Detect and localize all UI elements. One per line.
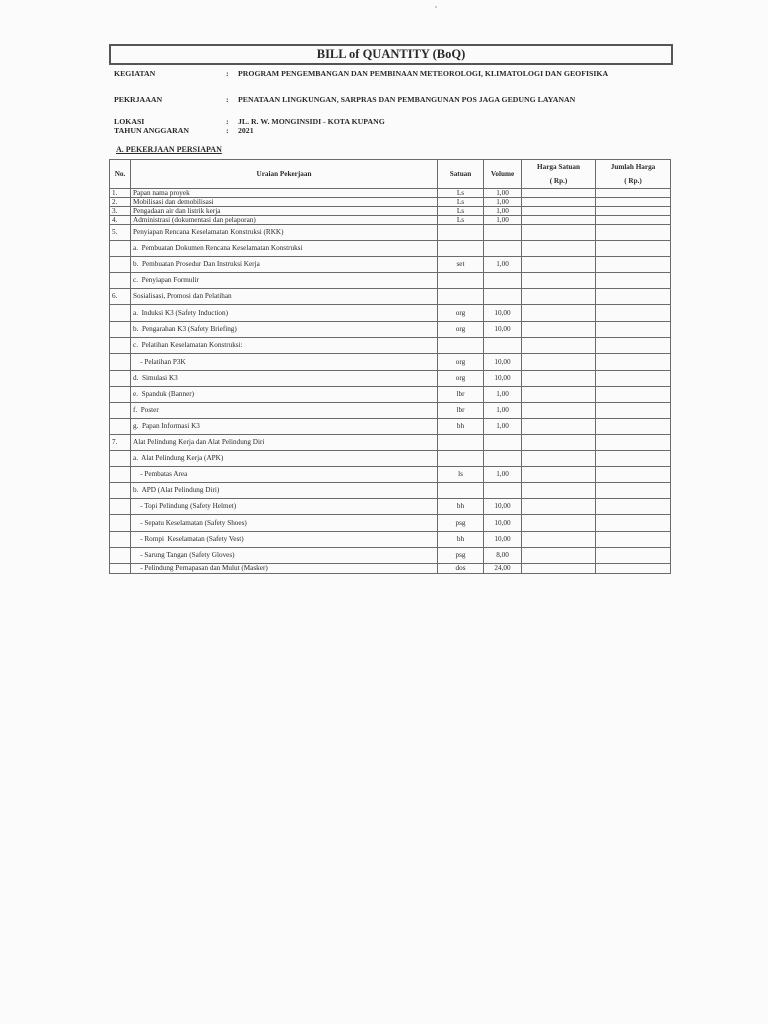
row-harga-satuan — [522, 371, 596, 387]
row-no — [110, 419, 131, 435]
table-row — [110, 273, 671, 289]
table-row — [110, 548, 671, 564]
row-no — [110, 257, 131, 273]
row-description: d. Simulasi K3 — [131, 371, 438, 387]
row-unit: set — [438, 257, 484, 273]
row-volume: 1,00 — [484, 216, 522, 225]
meta-colon: : — [226, 69, 229, 78]
row-volume — [484, 225, 522, 241]
meta-key: LOKASI — [114, 117, 145, 126]
row-jumlah-harga — [596, 403, 671, 419]
row-description: - Rompi Keselamatan (Safety Vest) — [131, 532, 438, 548]
row-harga-satuan — [522, 216, 596, 225]
table-row — [110, 322, 671, 338]
header-uraian: Uraian Pekerjaan — [131, 160, 438, 189]
row-no: 1. — [110, 189, 131, 198]
row-description: - Sarung Tangan (Safety Gloves) — [131, 548, 438, 564]
row-jumlah-harga — [596, 305, 671, 322]
row-jumlah-harga — [596, 499, 671, 515]
row-no — [110, 322, 131, 338]
row-unit: org — [438, 305, 484, 322]
table-row — [110, 338, 671, 354]
row-jumlah-harga — [596, 189, 671, 198]
header-harga-satuan-label: Harga Satuan — [537, 163, 580, 171]
row-jumlah-harga — [596, 354, 671, 371]
meta-colon: : — [226, 95, 229, 104]
row-harga-satuan — [522, 207, 596, 216]
row-unit: bh — [438, 499, 484, 515]
row-no — [110, 467, 131, 483]
row-jumlah-harga — [596, 322, 671, 338]
row-description: Administrasi (dokumentasi dan pelaporan) — [131, 216, 438, 225]
row-harga-satuan — [522, 548, 596, 564]
row-harga-satuan — [522, 564, 596, 574]
row-volume: 1,00 — [484, 403, 522, 419]
row-volume: 1,00 — [484, 419, 522, 435]
scan-speck — [435, 6, 437, 8]
row-harga-satuan — [522, 225, 596, 241]
row-no — [110, 241, 131, 257]
table-row — [110, 467, 671, 483]
header-jumlah-harga — [596, 160, 671, 189]
row-unit: Ls — [438, 198, 484, 207]
row-volume — [484, 483, 522, 499]
table-row — [110, 403, 671, 419]
table-row — [110, 305, 671, 322]
row-description: Pengadaan air dan listrik kerja — [131, 207, 438, 216]
row-harga-satuan — [522, 354, 596, 371]
header-harga-satuan — [522, 160, 596, 189]
row-no — [110, 483, 131, 499]
meta-colon: : — [226, 126, 229, 135]
row-no — [110, 273, 131, 289]
row-unit: Ls — [438, 207, 484, 216]
row-description: Penyiapan Rencana Keselamatan Konstruksi (RKK) — [131, 225, 438, 241]
row-unit: bh — [438, 532, 484, 548]
meta-value: PENATAAN LINGKUNGAN, SARPRAS DAN PEMBANGUNAN POS JAGA GEDUNG LAYANAN — [238, 95, 576, 104]
table-row — [110, 207, 671, 216]
table-row — [110, 451, 671, 467]
row-no: 6. — [110, 289, 131, 305]
row-volume: 1,00 — [484, 189, 522, 198]
row-description: e. Spanduk (Banner) — [131, 387, 438, 403]
row-jumlah-harga — [596, 435, 671, 451]
row-description: a. Induksi K3 (Safety Induction) — [131, 305, 438, 322]
row-description: g. Papan Informasi K3 — [131, 419, 438, 435]
row-volume: 8,00 — [484, 548, 522, 564]
row-no — [110, 499, 131, 515]
row-volume: 24,00 — [484, 564, 522, 574]
row-no — [110, 387, 131, 403]
table-row — [110, 198, 671, 207]
row-harga-satuan — [522, 189, 596, 198]
row-volume: 10,00 — [484, 515, 522, 532]
row-description: b. APD (Alat Pelindung Diri) — [131, 483, 438, 499]
meta-key: TAHUN ANGGARAN — [114, 126, 190, 135]
row-description: Mobilisasi dan demobilisasi — [131, 198, 438, 207]
row-unit — [438, 483, 484, 499]
row-jumlah-harga — [596, 515, 671, 532]
row-unit: lbr — [438, 403, 484, 419]
row-jumlah-harga — [596, 198, 671, 207]
row-unit — [438, 338, 484, 354]
row-no: 4. — [110, 216, 131, 225]
row-jumlah-harga — [596, 483, 671, 499]
header-satuan: Satuan — [438, 160, 484, 189]
table-row — [110, 435, 671, 451]
row-no — [110, 564, 131, 574]
row-unit: dos — [438, 564, 484, 574]
row-description: c. Pelatihan Keselamatan Konstruksi: — [131, 338, 438, 354]
row-harga-satuan — [522, 322, 596, 338]
row-description: Papan nama proyek — [131, 189, 438, 198]
row-volume: 10,00 — [484, 305, 522, 322]
table-row — [110, 225, 671, 241]
table-row — [110, 189, 671, 198]
row-harga-satuan — [522, 305, 596, 322]
row-description: b. Pengarahan K3 (Safety Briefing) — [131, 322, 438, 338]
table-row — [110, 483, 671, 499]
row-jumlah-harga — [596, 257, 671, 273]
row-jumlah-harga — [596, 564, 671, 574]
row-no: 3. — [110, 207, 131, 216]
row-harga-satuan — [522, 241, 596, 257]
row-volume: 1,00 — [484, 257, 522, 273]
row-no — [110, 354, 131, 371]
row-volume: 10,00 — [484, 371, 522, 387]
row-volume — [484, 241, 522, 257]
row-jumlah-harga — [596, 216, 671, 225]
document-title: BILL of QUANTITY (BoQ) — [109, 44, 673, 65]
row-harga-satuan — [522, 499, 596, 515]
meta-value: JL. R. W. MONGINSIDI - KOTA KUPANG — [238, 117, 385, 126]
row-no — [110, 451, 131, 467]
row-jumlah-harga — [596, 273, 671, 289]
row-harga-satuan — [522, 273, 596, 289]
meta-value: 2021 — [238, 126, 254, 135]
table-row — [110, 257, 671, 273]
table-row — [110, 241, 671, 257]
row-jumlah-harga — [596, 241, 671, 257]
row-no — [110, 371, 131, 387]
table-row — [110, 289, 671, 305]
row-harga-satuan — [522, 198, 596, 207]
row-unit: org — [438, 354, 484, 371]
row-description: - Topi Pelindung (Safety Helmet) — [131, 499, 438, 515]
meta-key: KEGIATAN — [114, 69, 156, 78]
row-jumlah-harga — [596, 289, 671, 305]
row-harga-satuan — [522, 467, 596, 483]
header-jumlah-harga-unit: ( Rp.) — [624, 177, 642, 185]
row-jumlah-harga — [596, 338, 671, 354]
row-no: 5. — [110, 225, 131, 241]
row-volume: 1,00 — [484, 467, 522, 483]
row-harga-satuan — [522, 419, 596, 435]
row-volume — [484, 451, 522, 467]
row-volume: 10,00 — [484, 322, 522, 338]
row-harga-satuan — [522, 515, 596, 532]
row-jumlah-harga — [596, 419, 671, 435]
row-description: a. Pembuatan Dokumen Rencana Keselamatan Konstruksi — [131, 241, 438, 257]
row-no: 7. — [110, 435, 131, 451]
header-volume: Volume — [484, 160, 522, 189]
table-row — [110, 564, 671, 574]
row-harga-satuan — [522, 257, 596, 273]
row-harga-satuan — [522, 289, 596, 305]
table-row — [110, 371, 671, 387]
row-description: b. Pembuatan Prosedur Dan Instruksi Kerja — [131, 257, 438, 273]
row-volume: 10,00 — [484, 532, 522, 548]
row-jumlah-harga — [596, 207, 671, 216]
row-volume: 1,00 — [484, 207, 522, 216]
table-row — [110, 532, 671, 548]
header-no: No. — [110, 160, 131, 189]
row-unit — [438, 289, 484, 305]
table-row — [110, 515, 671, 532]
row-description: - Sepatu Keselamatan (Safety Shoes) — [131, 515, 438, 532]
row-no — [110, 515, 131, 532]
row-volume: 1,00 — [484, 198, 522, 207]
row-unit — [438, 241, 484, 257]
row-description: f. Poster — [131, 403, 438, 419]
row-harga-satuan — [522, 403, 596, 419]
row-jumlah-harga — [596, 451, 671, 467]
row-volume — [484, 435, 522, 451]
row-description: Alat Pelindung Kerja dan Alat Pelindung Diri — [131, 435, 438, 451]
boq-table — [109, 159, 671, 574]
row-description: c. Penyiapan Formulir — [131, 273, 438, 289]
section-heading: A. PEKERJAAN PERSIAPAN — [116, 145, 222, 154]
row-description: - Pelindung Pernapasan dan Mulut (Masker) — [131, 564, 438, 574]
row-no: 2. — [110, 198, 131, 207]
row-description: - Pelatihan P3K — [131, 354, 438, 371]
meta-colon: : — [226, 117, 229, 126]
table-header-row — [110, 160, 671, 189]
header-harga-satuan-unit: ( Rp.) — [549, 177, 568, 185]
row-harga-satuan — [522, 338, 596, 354]
meta-value: PROGRAM PENGEMBANGAN DAN PEMBINAAN METEOROLOGI, KLIMATOLOGI DAN GEOFISIKA — [238, 69, 609, 78]
row-unit: lbr — [438, 387, 484, 403]
row-description: Sosialisasi, Promosi dan Pelatihan — [131, 289, 438, 305]
row-no — [110, 403, 131, 419]
table-row — [110, 387, 671, 403]
row-volume: 1,00 — [484, 387, 522, 403]
row-unit: Ls — [438, 216, 484, 225]
row-unit — [438, 435, 484, 451]
header-jumlah-harga-label: Jumlah Harga — [610, 163, 656, 171]
row-unit: psg — [438, 548, 484, 564]
row-volume: 10,00 — [484, 354, 522, 371]
row-description: a. Alat Pelindung Kerja (APK) — [131, 451, 438, 467]
row-no — [110, 338, 131, 354]
row-unit — [438, 225, 484, 241]
row-jumlah-harga — [596, 371, 671, 387]
table-row — [110, 216, 671, 225]
table-row — [110, 354, 671, 371]
row-jumlah-harga — [596, 387, 671, 403]
row-volume — [484, 273, 522, 289]
row-no — [110, 305, 131, 322]
row-jumlah-harga — [596, 532, 671, 548]
row-jumlah-harga — [596, 548, 671, 564]
row-volume — [484, 338, 522, 354]
row-volume: 10,00 — [484, 499, 522, 515]
row-unit: ls — [438, 467, 484, 483]
row-volume — [484, 289, 522, 305]
row-unit — [438, 451, 484, 467]
meta-key: PEKRJAAAN — [114, 95, 163, 104]
row-jumlah-harga — [596, 225, 671, 241]
row-unit: bh — [438, 419, 484, 435]
table-row — [110, 419, 671, 435]
table-row — [110, 499, 671, 515]
row-harga-satuan — [522, 483, 596, 499]
row-no — [110, 548, 131, 564]
row-no — [110, 532, 131, 548]
row-harga-satuan — [522, 532, 596, 548]
row-unit: org — [438, 322, 484, 338]
row-unit: Ls — [438, 189, 484, 198]
row-unit — [438, 273, 484, 289]
row-unit: org — [438, 371, 484, 387]
row-harga-satuan — [522, 387, 596, 403]
row-jumlah-harga — [596, 467, 671, 483]
row-description: - Pembatas Area — [131, 467, 438, 483]
row-harga-satuan — [522, 451, 596, 467]
row-unit: psg — [438, 515, 484, 532]
row-harga-satuan — [522, 435, 596, 451]
